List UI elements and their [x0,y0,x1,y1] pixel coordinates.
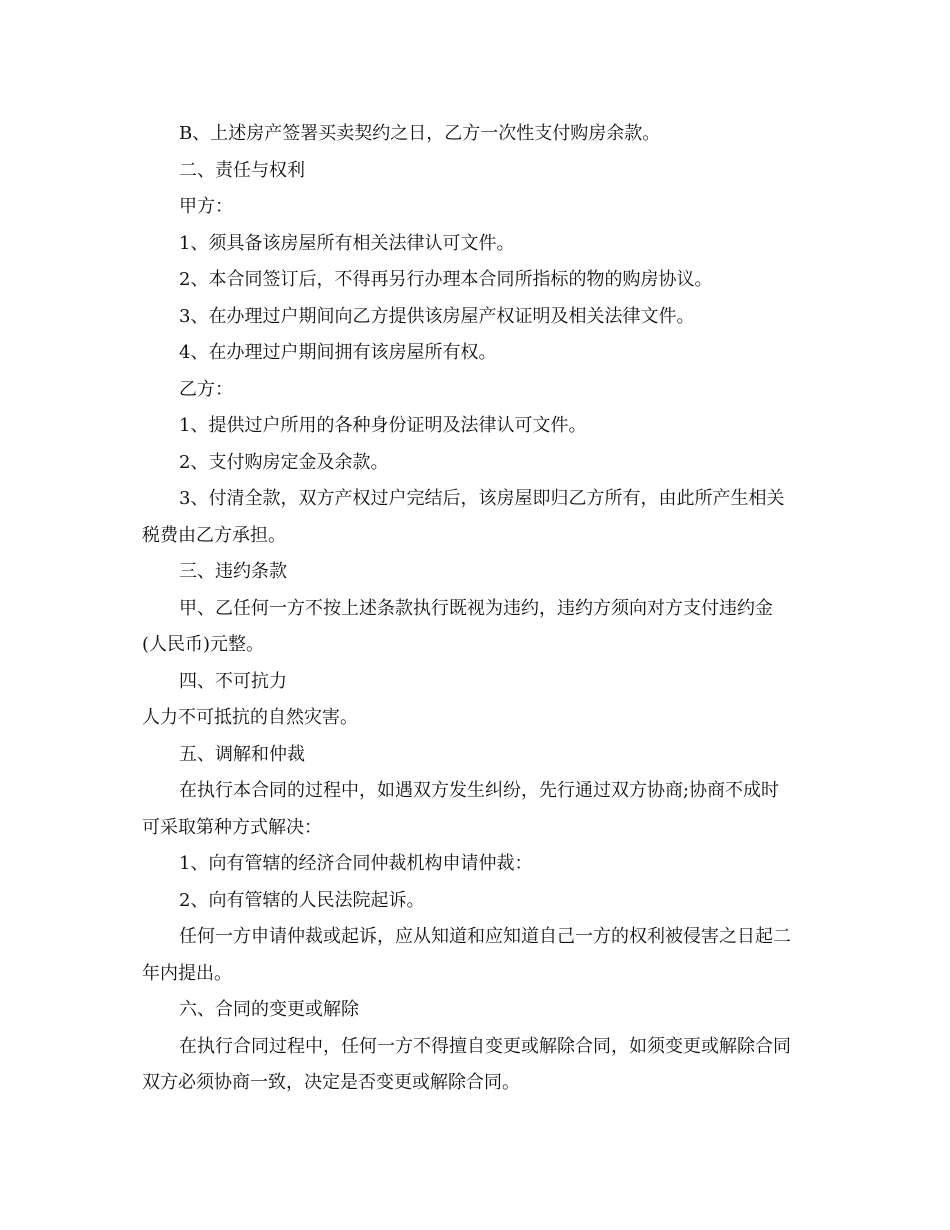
party-label: 乙方： [179,378,233,400]
section-heading: 六、合同的变更或解除 [179,999,359,1020]
document-body [142,116,812,1102]
text-line: 在执行本合同的过程中，如遇双方发生纠纷，先行通过双方协商;协商不成时 [179,780,780,801]
text-line: 双方必须协商一致，决定是否变更或解除合同。 [142,1072,520,1093]
text-line: 税费由乙方承担。 [142,524,286,546]
text-line: 可采取第种方式解决： [142,816,322,838]
text-line: 3、付清全款，双方产权过户完结后，该房屋即归乙方所有，由此所产生相关 [179,488,785,509]
party-label: 甲方： [179,196,233,217]
text-line: 在执行合同过程中，任何一方不得擅自变更或解除合同，如须变更或解除合同 [179,1035,791,1057]
text-line: 4、在办理过户期间拥有该房屋所有权。 [179,342,497,363]
section-heading: 五、调解和仲裁 [179,743,305,765]
text-line: 甲、乙任何一方不按上述条款执行既视为违约，违约方须向对方支付违约金 [179,597,773,619]
text-line: 年内提出。 [142,962,232,984]
text-line: B、上述房产签署买卖契约之日，乙方一次性支付购房余款。 [179,123,661,144]
text-line: 2、本合同签订后，不得再另行办理本合同所指标的物的购房协议。 [179,269,713,290]
text-line: 3、在办理过户期间向乙方提供该房屋产权证明及相关法律文件。 [179,305,695,327]
text-line: 任何一方申请仲裁或起诉，应从知道和应知道自己一方的权利被侵害之日起二 [179,926,791,947]
text-line: 1、须具备该房屋所有相关法律认可文件。 [179,232,515,254]
text-line: 1、向有管辖的经济合同仲裁机构申请仲裁： [179,853,533,874]
text-line: 人力不可抵抗的自然灾害。 [142,707,358,728]
text-line: 2、支付购房定金及余款。 [179,451,389,473]
section-heading: 三、违约条款 [179,561,287,582]
text-line: 1、提供过户所用的各种身份证明及法律认可文件。 [179,415,587,436]
text-line: (人民币)元整。 [142,634,265,655]
section-heading: 二、责任与权利 [179,159,305,181]
section-heading: 四、不可抗力 [179,670,287,692]
text-line: 2、向有管辖的人民法院起诉。 [179,889,425,911]
